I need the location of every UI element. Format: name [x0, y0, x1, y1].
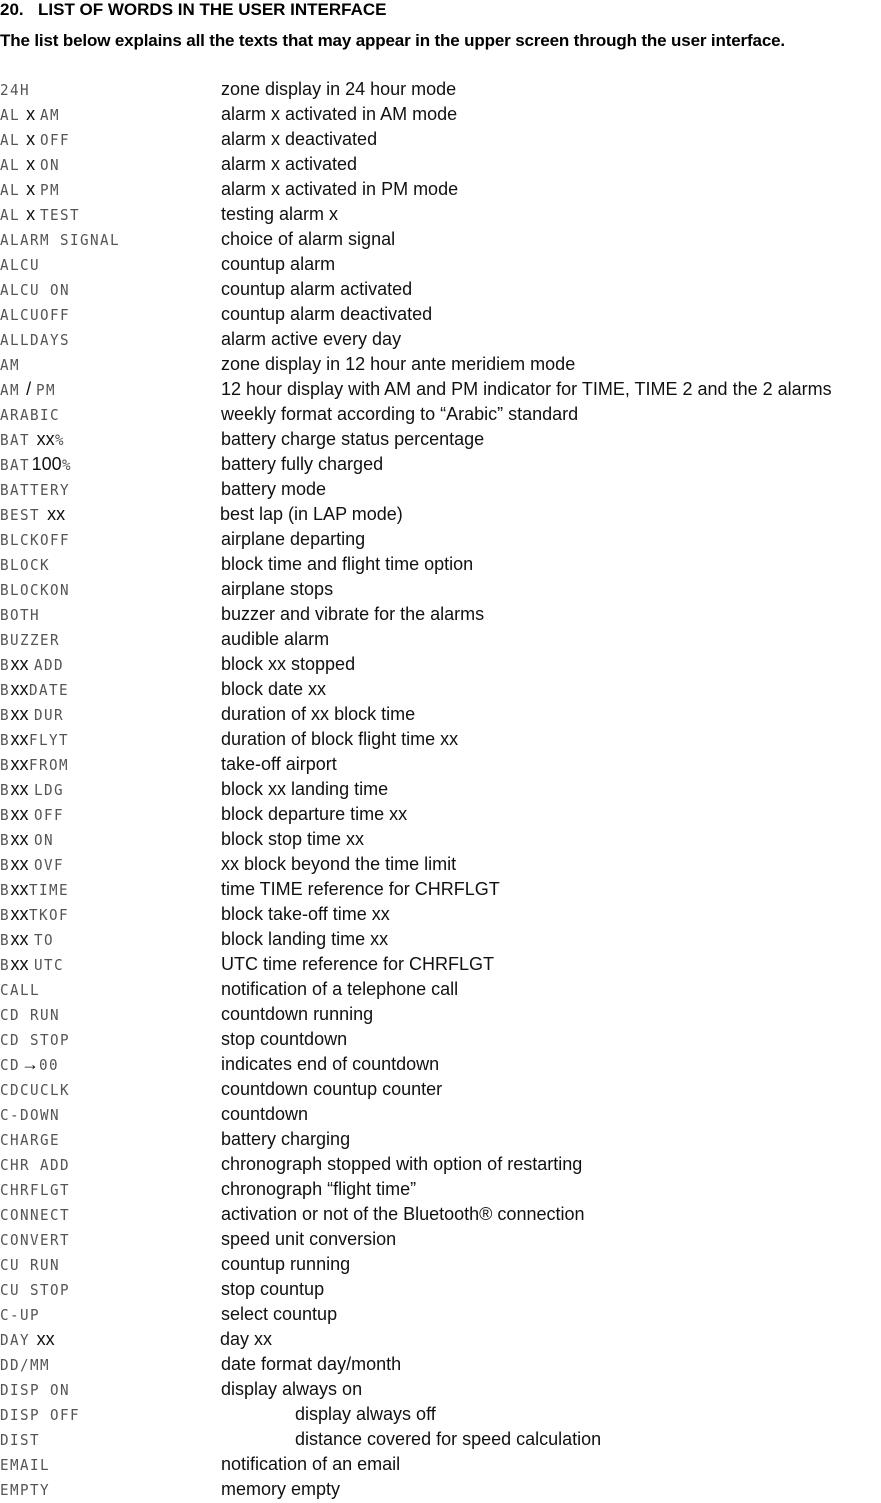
word-text: xx — [10, 954, 34, 974]
word-text: xx — [10, 679, 29, 699]
lcd-word: CD RUN — [0, 1006, 61, 1024]
word-list-row — [0, 77, 881, 102]
word-list-row — [0, 352, 881, 377]
word-description: battery mode — [221, 479, 327, 499]
word-list-row — [0, 302, 881, 327]
lcd-word: FROM — [28, 756, 69, 774]
word-list-row — [0, 477, 881, 502]
lcd-word: TKOF — [28, 906, 69, 924]
word-list-row — [0, 227, 881, 252]
word-list-row — [0, 1277, 881, 1302]
lcd-word: C-UP — [0, 1306, 41, 1324]
word-list-row — [0, 1252, 881, 1277]
word-description: alarm x activated — [221, 154, 358, 174]
word-text: xx — [10, 829, 34, 849]
interface-word — [0, 927, 55, 952]
word-list-row — [0, 1177, 881, 1202]
word-description: battery charging — [221, 1129, 351, 1149]
lcd-word: CD — [0, 1056, 21, 1074]
interface-word — [0, 327, 74, 352]
word-list-row — [0, 1477, 881, 1502]
word-description: block date xx — [221, 679, 327, 699]
lcd-word: 00 — [39, 1056, 60, 1074]
word-list-row — [0, 1352, 881, 1377]
word-description: 12 hour display with AM and PM indicator for TIME, TIME 2 and the 2 alarms — [221, 379, 832, 399]
lcd-word: B — [0, 856, 11, 874]
interface-word — [0, 777, 65, 802]
word-description: alarm x activated in AM mode — [221, 104, 458, 124]
lcd-word: BAT — [0, 456, 31, 474]
word-description: duration of xx block time — [221, 704, 416, 724]
word-text: x — [21, 154, 41, 174]
interface-word — [0, 802, 65, 827]
word-text: xx — [31, 1329, 55, 1349]
word-list-row — [0, 702, 881, 727]
lcd-word: AL — [0, 206, 21, 224]
word-description: alarm active every day — [221, 329, 402, 349]
lcd-word: AM — [0, 381, 21, 399]
word-list-row — [0, 1152, 881, 1177]
word-text: xx — [10, 654, 34, 674]
interface-word — [0, 127, 72, 152]
word-list-row — [0, 802, 881, 827]
lcd-word: 24H — [0, 81, 31, 99]
lcd-word: DAY — [0, 1331, 31, 1349]
word-description: airplane stops — [221, 579, 334, 599]
word-description: distance covered for speed calculation — [295, 1429, 602, 1449]
word-description: block stop time xx — [221, 829, 365, 849]
interface-word — [0, 827, 55, 852]
word-description: countup alarm activated — [221, 279, 413, 299]
lcd-word: CONNECT — [0, 1206, 71, 1224]
interface-word — [0, 352, 21, 377]
interface-word — [0, 1327, 55, 1352]
lcd-word: EMPTY — [0, 1481, 51, 1499]
lcd-word: B — [0, 831, 11, 849]
word-description: countup running — [221, 1254, 351, 1274]
interface-word — [0, 502, 65, 527]
word-text: xx — [10, 779, 34, 799]
word-text: x — [21, 129, 41, 149]
lcd-word: B — [0, 956, 11, 974]
word-description: stop countdown — [221, 1029, 348, 1049]
lcd-word: B — [0, 656, 11, 674]
lcd-word: DISP OFF — [0, 1406, 81, 1424]
word-description: zone display in 24 hour mode — [221, 79, 457, 99]
lcd-word: B — [0, 756, 11, 774]
word-description: countdown — [221, 1104, 309, 1124]
word-description: block time and flight time option — [221, 554, 474, 574]
word-list-row — [0, 1077, 881, 1102]
interface-word — [0, 1077, 74, 1102]
lcd-word: BEST — [0, 506, 41, 524]
interface-word — [0, 202, 82, 227]
interface-word — [0, 402, 63, 427]
word-description: notification of a telephone call — [221, 979, 459, 999]
word-list-row — [0, 927, 881, 952]
word-description: countup alarm — [221, 254, 336, 274]
word-description: block xx landing time — [221, 779, 389, 799]
word-description: select countup — [221, 1304, 338, 1324]
word-list-row — [0, 327, 881, 352]
lcd-word: CHRFLGT — [0, 1181, 71, 1199]
interface-word — [0, 1152, 74, 1177]
word-description: battery charge status percentage — [221, 429, 485, 449]
lcd-word: BLOCK — [0, 556, 51, 574]
word-description: activation or not of the Bluetooth® connection — [221, 1204, 585, 1224]
lcd-word: TEST — [40, 206, 81, 224]
word-text: xx — [10, 929, 34, 949]
lcd-word: CALL — [0, 981, 41, 999]
lcd-word: TO — [33, 931, 54, 949]
word-list-row — [0, 552, 881, 577]
word-list-row — [0, 827, 881, 852]
lcd-word: B — [0, 906, 11, 924]
word-description: best lap (in LAP mode) — [220, 504, 403, 524]
lcd-word: CU STOP — [0, 1281, 71, 1299]
word-description: memory empty — [221, 1479, 341, 1499]
word-description: chronograph “flight time” — [221, 1179, 417, 1199]
interface-word — [0, 952, 65, 977]
word-list-row — [0, 1052, 881, 1077]
lcd-word: ON — [33, 831, 54, 849]
word-text: xx — [31, 429, 55, 449]
word-list-row — [0, 277, 881, 302]
word-description: alarm x deactivated — [221, 129, 378, 149]
word-description: display always on — [221, 1379, 363, 1399]
interface-word — [0, 1027, 74, 1052]
lcd-word: UTC — [33, 956, 64, 974]
interface-word — [0, 377, 57, 402]
lcd-word: OFF — [33, 806, 64, 824]
lcd-word: BATTERY — [0, 481, 71, 499]
lcd-word: BOTH — [0, 606, 41, 624]
lcd-word: BUZZER — [0, 631, 61, 649]
lcd-word: PM — [40, 181, 61, 199]
interface-word — [0, 577, 74, 602]
word-description: countdown countup counter — [221, 1079, 443, 1099]
interface-word — [0, 877, 71, 902]
lcd-word: DISP ON — [0, 1381, 71, 1399]
interface-word — [0, 477, 74, 502]
word-description: countup alarm deactivated — [221, 304, 433, 324]
interface-word — [0, 1277, 74, 1302]
word-list-row — [0, 252, 881, 277]
lcd-word: ARABIC — [0, 406, 61, 424]
word-list-row — [0, 1452, 881, 1477]
lcd-word: ALCU — [0, 256, 41, 274]
word-description: UTC time reference for CHRFLGT — [221, 954, 495, 974]
interface-word — [0, 427, 65, 452]
lcd-word: DUR — [33, 706, 64, 724]
interface-word — [0, 1302, 42, 1327]
word-text: x — [21, 104, 41, 124]
word-description: day xx — [220, 1329, 273, 1349]
word-list-row — [0, 1402, 881, 1427]
interface-word — [0, 852, 65, 877]
word-list-row — [0, 577, 881, 602]
word-text: xx — [10, 729, 29, 749]
section-intro: The list below explains all the texts that may appear in the upper screen through the user interface. — [0, 31, 785, 50]
lcd-word: EMAIL — [0, 1456, 51, 1474]
word-list-row — [0, 1102, 881, 1127]
word-list-row — [0, 627, 881, 652]
lcd-word: CONVERT — [0, 1231, 71, 1249]
word-list-row — [0, 1002, 881, 1027]
interface-word — [0, 152, 61, 177]
word-list-row — [0, 977, 881, 1002]
interface-word — [0, 77, 32, 102]
word-description: zone display in 12 hour ante meridiem mode — [221, 354, 576, 374]
interface-word — [0, 452, 72, 477]
lcd-word: BAT — [0, 431, 31, 449]
lcd-word: AL — [0, 131, 21, 149]
word-list-row — [0, 152, 881, 177]
word-text: 100 — [31, 454, 62, 474]
lcd-word: AL — [0, 156, 21, 174]
word-description: choice of alarm signal — [221, 229, 396, 249]
section-heading — [0, 0, 387, 20]
lcd-word: CDCUCLK — [0, 1081, 71, 1099]
lcd-word: C-DOWN — [0, 1106, 61, 1124]
word-list-row — [0, 402, 881, 427]
lcd-word: DATE — [28, 681, 69, 699]
word-text: / — [21, 379, 37, 399]
word-description: date format day/month — [221, 1354, 402, 1374]
lcd-word: CD STOP — [0, 1031, 71, 1049]
lcd-word: ALCUOFF — [0, 306, 71, 324]
interface-word — [0, 627, 63, 652]
interface-word — [0, 1352, 53, 1377]
interface-word — [0, 1177, 74, 1202]
lcd-word: OFF — [40, 131, 71, 149]
word-description: take-off airport — [221, 754, 337, 774]
word-list-row — [0, 902, 881, 927]
word-text: x — [21, 204, 41, 224]
word-list-row — [0, 127, 881, 152]
word-list-row — [0, 452, 881, 477]
lcd-word: ALCU ON — [0, 281, 71, 299]
word-description: speed unit conversion — [221, 1229, 397, 1249]
word-description: indicates end of countdown — [221, 1054, 440, 1074]
word-description: countdown running — [221, 1004, 374, 1024]
interface-word — [0, 752, 71, 777]
section-number: 20. — [0, 0, 24, 19]
lcd-word: AM — [0, 356, 21, 374]
word-list-row — [0, 1427, 881, 1452]
lcd-word: ADD — [33, 656, 64, 674]
interface-word — [0, 552, 53, 577]
lcd-word: CU RUN — [0, 1256, 61, 1274]
word-text: → — [21, 1054, 40, 1074]
interface-word — [0, 1052, 60, 1077]
lcd-word: B — [0, 706, 11, 724]
word-description: time TIME reference for CHRFLGT — [221, 879, 500, 899]
word-list-row — [0, 177, 881, 202]
lcd-word: B — [0, 681, 11, 699]
interface-word — [0, 1477, 53, 1502]
word-description: airplane departing — [221, 529, 366, 549]
lcd-word: DIST — [0, 1431, 41, 1449]
interface-word — [0, 177, 61, 202]
lcd-word: AM — [40, 106, 61, 124]
interface-word — [0, 527, 74, 552]
interface-word — [0, 302, 74, 327]
interface-word — [0, 252, 42, 277]
lcd-word: BLCKOFF — [0, 531, 71, 549]
interface-word — [0, 727, 71, 752]
word-list-row — [0, 427, 881, 452]
interface-word — [0, 602, 42, 627]
lcd-word: AL — [0, 106, 21, 124]
word-list-row — [0, 202, 881, 227]
word-text: x — [21, 179, 41, 199]
lcd-word: FLYT — [28, 731, 69, 749]
word-description: notification of an email — [221, 1454, 401, 1474]
interface-word — [0, 277, 74, 302]
word-description: block xx stopped — [221, 654, 356, 674]
word-list-row — [0, 1127, 881, 1152]
lcd-word: AL — [0, 181, 21, 199]
interface-word — [0, 227, 126, 252]
word-description: display always off — [295, 1404, 436, 1424]
word-text: xx — [10, 879, 29, 899]
word-description: duration of block flight time xx — [221, 729, 459, 749]
interface-word — [0, 902, 71, 927]
lcd-word: B — [0, 781, 11, 799]
interface-word — [0, 1227, 74, 1252]
word-text: xx — [10, 854, 34, 874]
word-description: stop countup — [221, 1279, 325, 1299]
section-title: LIST OF WORDS IN THE USER INTERFACE — [38, 0, 387, 19]
interface-word — [0, 1452, 53, 1477]
lcd-word: OVF — [33, 856, 64, 874]
lcd-word: B — [0, 931, 11, 949]
lcd-word: B — [0, 806, 11, 824]
word-list-row — [0, 777, 881, 802]
word-list-row — [0, 102, 881, 127]
lcd-word: BLOCKON — [0, 581, 71, 599]
word-list-row — [0, 1027, 881, 1052]
lcd-word: CHARGE — [0, 1131, 61, 1149]
lcd-word: LDG — [33, 781, 64, 799]
word-list-row — [0, 502, 881, 527]
word-text: xx — [10, 904, 29, 924]
word-list-row — [0, 377, 881, 402]
word-description: buzzer and vibrate for the alarms — [221, 604, 485, 624]
interface-word — [0, 652, 65, 677]
word-description: audible alarm — [221, 629, 330, 649]
lcd-word: % — [61, 456, 72, 474]
word-description: block take-off time xx — [221, 904, 390, 924]
word-list-row — [0, 752, 881, 777]
interface-word — [0, 1402, 84, 1427]
word-description: block landing time xx — [221, 929, 389, 949]
word-list-row — [0, 1377, 881, 1402]
interface-word — [0, 1252, 63, 1277]
word-description: alarm x activated in PM mode — [221, 179, 459, 199]
word-description: block departure time xx — [221, 804, 408, 824]
word-text: xx — [42, 504, 66, 524]
word-list-row — [0, 952, 881, 977]
word-list-row — [0, 527, 881, 552]
word-list-row — [0, 1302, 881, 1327]
interface-word — [0, 1202, 74, 1227]
word-description: testing alarm x — [221, 204, 339, 224]
word-description: chronograph stopped with option of restarting — [221, 1154, 583, 1174]
interface-word — [0, 1102, 63, 1127]
lcd-word: B — [0, 731, 11, 749]
interface-word — [0, 702, 65, 727]
interface-word — [0, 102, 61, 127]
word-description: xx block beyond the time limit — [221, 854, 457, 874]
lcd-word: DD/MM — [0, 1356, 51, 1374]
lcd-word: PM — [36, 381, 57, 399]
interface-word — [0, 1427, 42, 1452]
word-description: battery fully charged — [221, 454, 384, 474]
word-list-row — [0, 727, 881, 752]
lcd-word: ALARM SIGNAL — [0, 231, 121, 249]
word-list-row — [0, 602, 881, 627]
lcd-word: TIME — [28, 881, 69, 899]
interface-word — [0, 1377, 74, 1402]
interface-word — [0, 1127, 63, 1152]
word-text: xx — [10, 754, 29, 774]
word-list-row — [0, 652, 881, 677]
word-list-row — [0, 1327, 881, 1352]
lcd-word: B — [0, 881, 11, 899]
lcd-word: % — [54, 431, 65, 449]
interface-word — [0, 1002, 63, 1027]
word-list — [0, 77, 881, 1502]
word-list-row — [0, 677, 881, 702]
word-text: xx — [10, 804, 34, 824]
word-list-row — [0, 852, 881, 877]
word-text: xx — [10, 704, 34, 724]
interface-word — [0, 677, 71, 702]
interface-word — [0, 977, 42, 1002]
word-list-row — [0, 1227, 881, 1252]
word-list-row — [0, 1202, 881, 1227]
lcd-word: CHR ADD — [0, 1156, 71, 1174]
word-description: weekly format according to “Arabic” standard — [221, 404, 579, 424]
lcd-word: ON — [40, 156, 61, 174]
lcd-word: ALLDAYS — [0, 331, 71, 349]
word-list-row — [0, 877, 881, 902]
